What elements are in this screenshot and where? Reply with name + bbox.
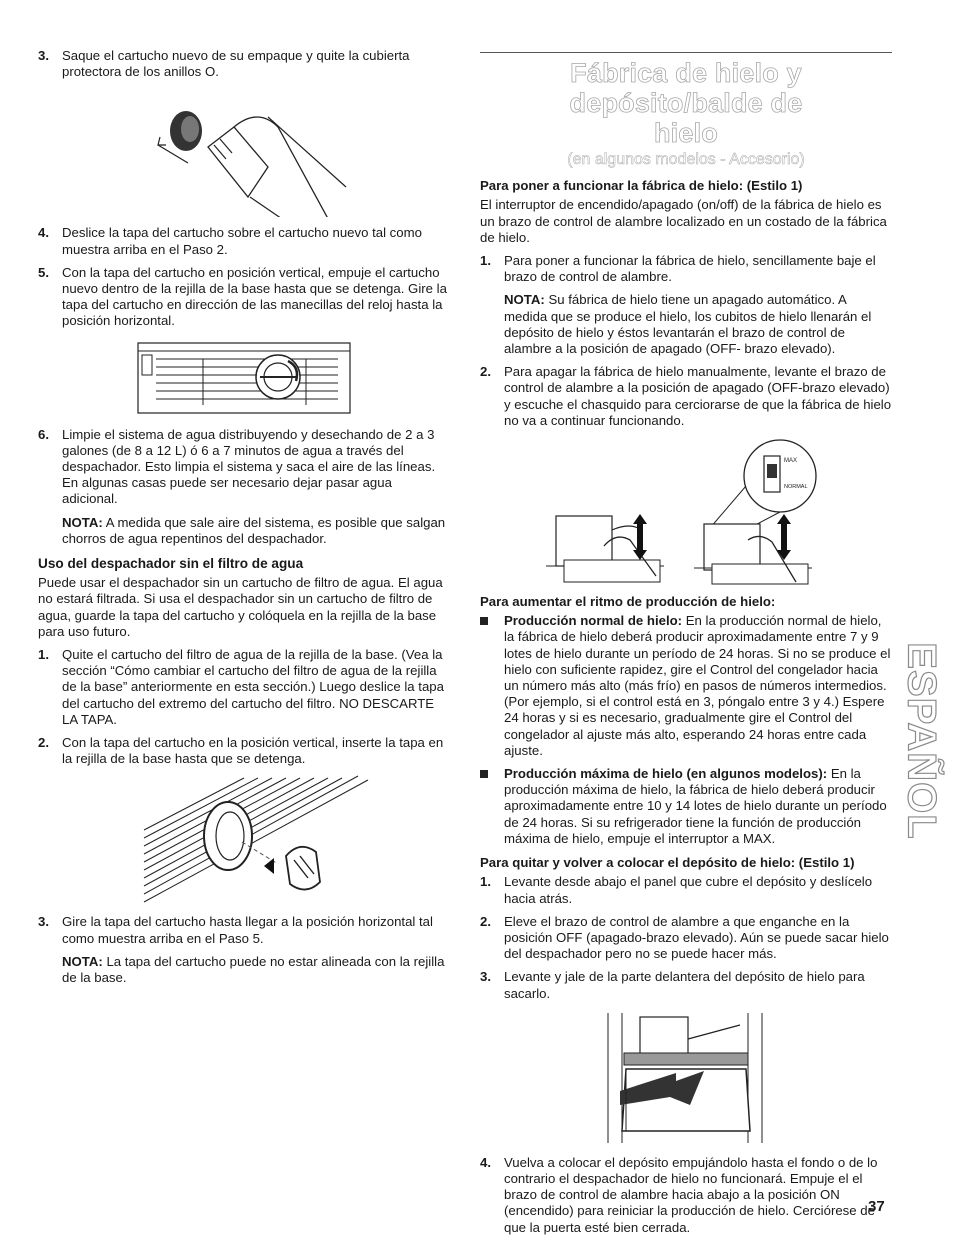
- step-number: 4.: [38, 225, 49, 241]
- step-number: 1.: [480, 253, 491, 269]
- icemaker-intro: El interruptor de encendido/apagado (on/off) de la fábrica de hielo es un brazo de control de alambre localizado en un costado de la fábrica de hielo.: [480, 197, 887, 245]
- step-number: 1.: [480, 874, 491, 890]
- step-text: Vuelva a colocar el depósito empujándolo hasta el fondo o de lo contrario el despachador de hielo no funcionará. Empuje el el brazo de control de alambre hacia abajo a la posición ON (encendido) para reiniciar la producción de hielo. Cerciórese de que la puerta esté bien cerrada.: [504, 1154, 878, 1235]
- step-text: Levante desde abajo el panel que cubre el depósito y deslícelo hacia atrás.: [504, 874, 873, 906]
- normal-label: NORMAL: [784, 484, 808, 491]
- bullet-label: Producción normal de hielo:: [504, 613, 683, 629]
- language-side-tab: [896, 642, 946, 840]
- note-label: NOTA:: [62, 514, 103, 530]
- ice-bin-illustration: [480, 1009, 892, 1147]
- icemaker-step-1: [480, 253, 892, 285]
- section-intro: Puede usar el despachador sin un cartucho de filtro de agua. El agua no estará filtrada. Si usa el despachador sin un cartucho de filtro de agua, guarde la tapa del cartucho y colóquela en la rejilla de la base para uso futuro.: [38, 575, 443, 639]
- note-text: Su fábrica de hielo tiene un apagado automático. A medida que se produce el hielo, los cubitos de hielo llenarán el depósito de hielo y éstos levantarán el brazo de control de alambre a la posición de apagado (OFF- brazo elevado).: [504, 292, 872, 357]
- step-number: 3.: [38, 48, 49, 63]
- bullet-max-production: [480, 766, 892, 847]
- step-text: Para apagar la fábrica de hielo manualmente, levante el brazo de control de alambre a la posición de apagado (OFF-brazo elevado) y escuche el chasquido para cerciorarse de que la fábrica de hielo no va a continuar funcionando.: [504, 364, 892, 428]
- heading-remove-bin: Para quitar y volver a colocar el depósito de hielo: (Estilo 1): [480, 855, 855, 871]
- title-line-1: Fábrica de hielo y depósito/balde de: [569, 58, 803, 118]
- step-1-remove-filter: [38, 647, 450, 728]
- bin-step-2: [480, 914, 892, 963]
- language-label: ESPAÑOL: [899, 642, 944, 840]
- step-number: 1.: [38, 647, 49, 663]
- cartridge-cap-illustration: [38, 87, 450, 217]
- bullet-label: Producción máxima de hielo (en algunos modelos):: [504, 766, 828, 782]
- icemaker-step-2: [480, 364, 892, 429]
- base-grille-illustration: [38, 337, 450, 419]
- step-number: 3.: [38, 914, 49, 930]
- step-2-insert-cap: [38, 735, 450, 767]
- step-number: 2.: [480, 364, 491, 380]
- icemaker-note: [480, 292, 892, 357]
- step-text: Quite el cartucho del filtro de agua de la rejilla de la base. (Vea la sección “Cómo cambiar el cartucho del filtro de agua de la rejilla de la base” anteriormente en esta sección.) Luego deslice la tapa del cartucho del extremo del cartucho del filtro. NO DESCARTE LA TAPA.: [62, 647, 444, 727]
- step-text: Con la tapa del cartucho en posición vertical, empuje el cartucho nuevo dentro de la rejilla de la base hasta que se detenga. Gire la tapa del cartucho en dirección de las manecillas del reloj hasta la posición horizontal.: [62, 264, 447, 329]
- step-number: 5.: [38, 264, 49, 280]
- step-text: Con la tapa del cartucho en la posición vertical, inserte la tapa en la rejilla de la base hasta que se detenga.: [62, 735, 444, 767]
- bin-step-4: [480, 1155, 892, 1236]
- step-number: 2.: [480, 913, 491, 929]
- step-text: Deslice la tapa del cartucho sobre el cartucho nuevo tal como muestra arriba en el Paso 2.: [62, 225, 422, 257]
- step-number: 6.: [38, 426, 49, 442]
- note-label: NOTA:: [504, 292, 545, 308]
- section-heading-no-filter: Uso del despachador sin el filtro de agua: [38, 556, 304, 572]
- step-text: Levante y jale de la parte delantera del depósito de hielo para sacarlo.: [504, 969, 865, 1001]
- step-number: 2.: [38, 735, 49, 751]
- heading-increase-production: Para aumentar el ritmo de producción de hielo:: [480, 594, 776, 610]
- step-5-push-cartridge: [38, 265, 450, 330]
- bullet-text: En la producción máxima de hielo, la fábrica de hielo deberá producir aproximadamente entre 10 y 14 lotes de hielo durante un período de 24 horas. Si su refrigerador tiene la función de producción máxima de hielo, empuje el interruptor a MAX.: [504, 766, 887, 846]
- step-text: Para poner a funcionar la fábrica de hielo, sencillamente baje el brazo de control de alambre.: [504, 253, 876, 285]
- page-number: 37: [868, 1198, 885, 1215]
- step-text: Eleve el brazo de control de alambre a que enganche en la posición OFF (apagado-brazo elevado). Aún se puede sacar hielo del despachador pero no se puede hacer más.: [504, 913, 889, 962]
- bullet-text: En la producción normal de hielo, la fábrica de hielo deberá producir aproximadamente entre 7 y 9 lotes de hielo durante un período de 24 horas. Si no se produce el hielo con suficiente rapidez, gire el Control del congelador hacia un número más alto (más frío) en pasos de números intermedios. (Por ejemplo, si el control está en 3, póngalo entre 3 y 4.) Espere 24 horas y si es necesario, gradualmente gire el Control del congelador al ajuste más alto, esperando 24 horas entre cada ajuste.: [504, 613, 891, 758]
- step-text: Limpie el sistema de agua distribuyendo y desechando de 2 a 3 galones (de 8 a 12 L) ó 6 a 7 minutos de agua a través del despachador. Esto limpia el sistema y saca el aire de las líneas. En algunas casas puede ser necesario dejar pasar agua adicional.: [62, 426, 436, 507]
- heading-start-icemaker: Para poner a funcionar la fábrica de hielo: (Estilo 1): [480, 178, 803, 194]
- right-column: [480, 48, 892, 1243]
- cap-insert-illustration: [38, 774, 450, 906]
- step-number: 4.: [480, 1154, 491, 1170]
- step-3-rotate-cap: [38, 914, 450, 946]
- bullet-square-icon: [480, 617, 488, 625]
- step-6-flush-system: [38, 427, 450, 508]
- step-number: 3.: [480, 969, 491, 985]
- step-text: Gire la tapa del cartucho hasta llegar a la posición horizontal tal como muestra arriba en el Paso 5.: [62, 914, 433, 946]
- bin-step-1: [480, 874, 892, 906]
- icemaker-arm-illustration: [480, 436, 892, 586]
- note-alignment: [38, 954, 450, 986]
- note-label: NOTA:: [62, 953, 103, 969]
- note-air: [38, 515, 450, 547]
- bin-step-3: [480, 969, 892, 1001]
- bullet-square-icon: [480, 770, 488, 778]
- section-title: [480, 58, 892, 148]
- bullet-normal-production: [480, 613, 892, 759]
- step-3-new-cartridge: [38, 48, 450, 80]
- max-label: MAX: [784, 458, 798, 465]
- note-text: La tapa del cartucho puede no estar alineada con la rejilla de la base.: [62, 953, 445, 986]
- title-line-2: hielo: [653, 118, 718, 148]
- left-column: [38, 48, 450, 993]
- note-text: A medida que sale aire del sistema, es posible que salgan chorros de agua repentinos del despachador.: [62, 514, 446, 546]
- step-4-slide-cap: [38, 225, 450, 257]
- step-text: Saque el cartucho nuevo de su empaque y quite la cubierta protectora de los anillos O.: [62, 48, 410, 80]
- section-subtitle: (en algunos modelos - Accesorio): [567, 151, 805, 168]
